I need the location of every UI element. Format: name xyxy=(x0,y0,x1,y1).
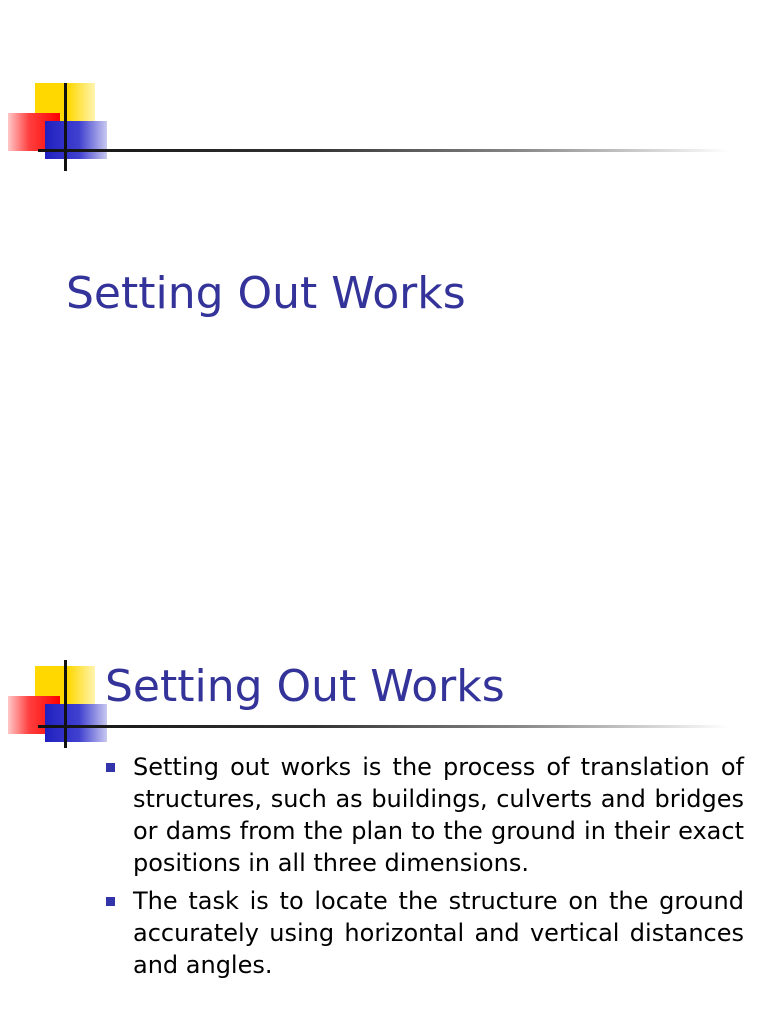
bullet-text: Setting out works is the process of translation of structures, such as buildings, culverts and bridges or dams from the plan to the ground in their exact positions in all three dimensions. xyxy=(133,753,744,877)
bullet-text: The task is to locate the structure on the ground accurately using horizontal and vertical distances and angles. xyxy=(133,887,744,979)
slide-title: Setting Out Works xyxy=(66,268,466,319)
logo-vertical-line xyxy=(64,83,67,171)
title-divider-line xyxy=(38,725,728,728)
bullet-list xyxy=(104,751,744,987)
slide-logo-squares xyxy=(0,660,110,750)
logo-blue-square xyxy=(45,704,107,742)
title-divider-line xyxy=(38,149,728,152)
bullet-item xyxy=(104,751,744,879)
square-bullet-icon xyxy=(106,897,115,906)
bullet-item xyxy=(104,885,744,981)
slide-title: Setting Out Works xyxy=(105,661,505,712)
logo-vertical-line xyxy=(64,660,67,748)
logo-blue-square xyxy=(45,121,107,159)
square-bullet-icon xyxy=(106,763,115,772)
content-slide xyxy=(0,640,768,1024)
slide-logo-squares xyxy=(0,83,110,173)
